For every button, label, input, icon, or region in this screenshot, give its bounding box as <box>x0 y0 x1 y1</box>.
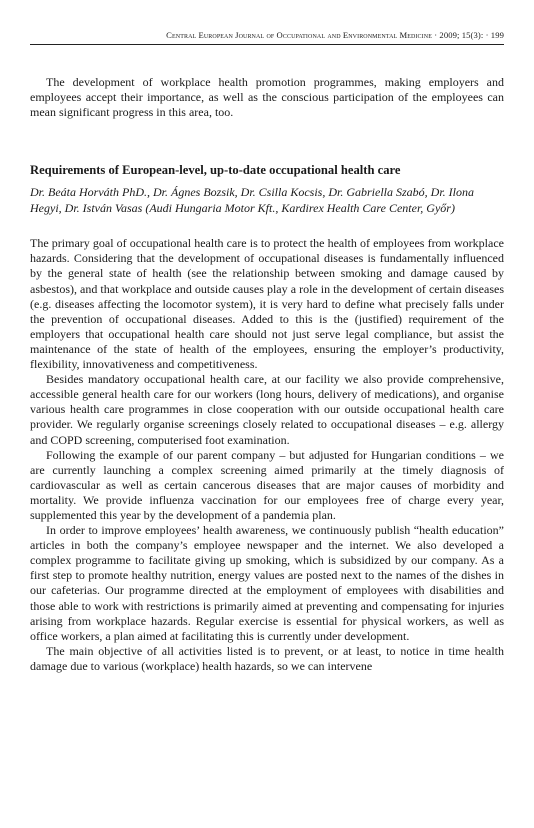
body-paragraph-2: Besides mandatory occupational health care, at our facility we also provide comprehensive, accessible general health care for our workers (long hours, delivery of medications), and organise various health care programmes in close cooperation with our outside occupational health care provider. We regularly organise screenings closely related to occupational diseases – e.g. allergy and COPD screening, computerised foot examination. <box>30 372 504 447</box>
author-list: Dr. Beáta Horváth PhD., Dr. Ágnes Bozsik, Dr. Csilla Kocsis, Dr. Gabriella Szabó, Dr. Ilona Hegyi, Dr. István Vasas (Audi Hungaria Motor Kft., Kardirex Health Care Center, Győr) <box>30 185 475 216</box>
running-header: Central European Journal of Occupational and Environmental Medicine · 2009; 15(3): · 199 <box>166 30 504 40</box>
body-paragraph-1: The primary goal of occupational health care is to protect the health of employees from workplace hazards. Considering that the development of occupational diseases is fundamentally influenced by the general state of health (see the relationship between smoking and damage caused by asbestos), and that workplace and outside causes play a role in the development of certain diseases (e.g. diseases affecting the locomotor system), it is very hard to define what precisely falls under the prevention of occupational diseases. Added to this is the (justified) requirement of the employers that occupational health care should not just serve legal compliance, but assist the maintenance of the state of health of the employees, ensuring the employer’s productivity, flexibility, innovativeness and competitiveness. <box>30 236 504 372</box>
header-rule <box>30 44 504 45</box>
body-paragraph-3: Following the example of our parent company – but adjusted for Hungarian conditions – we are currently launching a complex screening aimed primarily at the timely diagnosis of cardiovascular as well as certain cancerous diseases that are major causes of morbidity and mortality. We provide influenza vaccination for our employees free of charge every year, supplemented this year by the development of a pandemia plan. <box>30 447 504 522</box>
article-body <box>30 75 504 674</box>
section-title: Requirements of European-level, up-to-date occupational health care <box>30 163 401 178</box>
body-paragraph-5: The main objective of all activities listed is to prevent, or at least, to notice in time health damage due to various (workplace) health hazards, so we can intervene <box>30 643 504 673</box>
intro-paragraph: The development of workplace health promotion programmes, making employers and employees accept their importance, as well as the conscious participation of the employees can mean significant progress in this area, too. <box>30 75 504 120</box>
body-paragraph-4: In order to improve employees’ health awareness, we continuously publish “health education” articles in both the company’s employee newspaper and the internet. We also developed a complex programme to facilitate giving up smoking, which is subsidized by our company. As a first step to promote healthy nutrition, energy values are posted next to the names of the dishes in our cafeterias. Our programme directed at the employment of employees with disabilities and those able to work with restrictions is primarily aimed at preventing and compensating for injuries arising from workplace hazards. Regular exercise is essential for physical workers, as well as office workers, a plan aimed at facilitating this is currently under development. <box>30 523 504 643</box>
